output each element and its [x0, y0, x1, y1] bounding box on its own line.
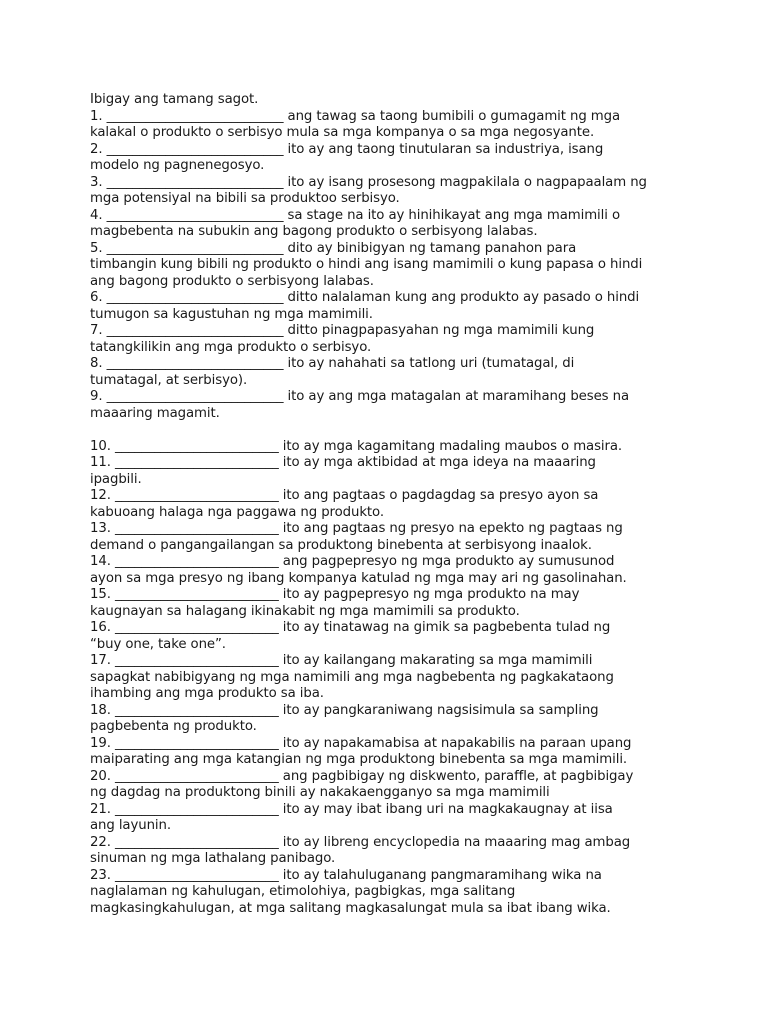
text-line: 18. _________________________ ito ay pangkaraniwang nagsisimula sa sampling [90, 702, 599, 718]
text-line: modelo ng pagnenegosyo. [90, 158, 265, 173]
text-line: ipagbili. [90, 471, 142, 487]
worksheet-text [90, 92, 690, 917]
text-line: 19. _________________________ ito ay napakamabisa at napakabilis na paraan upang [90, 735, 632, 751]
text-line: tumatagal, at serbisyo). [90, 372, 248, 388]
text-line: naglalaman ng kahulugan, etimolohiya, pagbigkas, mga salitang [90, 884, 516, 899]
text-line: demand o pangangailangan sa produktong binebenta at serbisyong inaalok. [90, 537, 592, 553]
text-line: 16. _________________________ ito ay tinatawag na gimik sa pagbebenta tulad ng [90, 620, 611, 635]
text-line: 2. ___________________________ ito ay ang taong tinutularan sa industriya, isang [90, 141, 604, 157]
text-line: 23. _________________________ ito ay talahuluganang pangmaramihang wika na [90, 867, 602, 883]
text-line: ang layunin. [90, 818, 171, 833]
text-line: 5. ___________________________ dito ay binibigyan ng tamang panahon para [90, 240, 577, 256]
text-line: 20. _________________________ ang pagbibigay ng diskwento, paraffle, at pagbibigay [90, 768, 634, 784]
text-line: mga potensiyal na bibili sa produktoo serbisyo. [90, 191, 400, 206]
text-line: magkasingkahulugan, at mga salitang magkasalungat mula sa ibat ibang wika. [90, 900, 611, 916]
text-line: 21. _________________________ ito ay may ibat ibang uri na magkakaugnay at iisa [90, 801, 613, 817]
text-line: kabuoang halaga nga paggawa ng produkto. [90, 504, 384, 520]
text-line: kalakal o produkto o serbisyo mula sa mga kompanya o sa mga negosyante. [90, 125, 595, 140]
text-line: 4. ___________________________ sa stage na ito ay hinihikayat ang mga mamimili o [90, 207, 620, 223]
text-line: “buy one, take one”. [90, 636, 226, 652]
blank-line [90, 422, 690, 439]
text-line: 13. _________________________ ito ang pagtaas ng presyo na epekto ng pagtaas ng [90, 521, 623, 536]
text-line: 11. _________________________ ito ay mga aktibidad at mga ideya na maaaring [90, 455, 596, 470]
text-line: 9. ___________________________ ito ay ang mga matagalan at maramihang beses na [90, 389, 630, 404]
text-line: ayon sa mga presyo ng ibang kompanya katulad ng mga may ari ng gasolinahan. [90, 570, 627, 586]
text-line: 10. _________________________ ito ay mga kagamitang madaling maubos o masira. [90, 438, 623, 454]
text-line: sapagkat nabibigyang ng mga namimili ang mga nagbebenta ng pagkakataong [90, 669, 614, 685]
text-line: tatangkilikin ang mga produkto o serbisyo. [90, 339, 372, 355]
text-line: 8. ___________________________ ito ay nahahati sa tatlong uri (tumatagal, di [90, 356, 575, 371]
text-line: 12. _________________________ ito ang pagtaas o pagdagdag sa presyo ayon sa [90, 488, 599, 503]
text-line: 15. _________________________ ito ay pagpepresyo ng mga produkto na may [90, 587, 580, 602]
text-line: pagbebenta ng produkto. [90, 719, 257, 734]
text-line: 17. _________________________ ito ay kailangang makarating sa mga mamimili [90, 653, 593, 668]
text-line: 1. ___________________________ ang tawag sa taong bumibili o gumagamit ng mga [90, 108, 621, 124]
text-line: timbangin kung bibili ng produkto o hindi ang isang mamimili o kung papasa o hindi [90, 257, 643, 272]
text-line: magbebenta na subukin ang bagong produkto o serbisyong lalabas. [90, 224, 538, 239]
text-line: tumugon sa kagustuhan ng mga mamimili. [90, 306, 373, 322]
text-line: kaugnayan sa halagang ikinakabit ng mga mamimili sa produkto. [90, 603, 520, 619]
text-line: 3. ___________________________ ito ay isang prosesong magpakilala o nagpapaalam ng [90, 174, 647, 190]
text-line: sinuman ng mga lathalang panibago. [90, 851, 336, 866]
text-line: maiparating ang mga katangian ng mga produktong binebenta sa mga mamimili. [90, 752, 628, 767]
text-line: ng dagdag na produktong binili ay nakakaengganyo sa mga mamimili [90, 785, 550, 800]
text-line: ang bagong produkto o serbisyong lalabas. [90, 273, 374, 289]
text-line: ihambing ang mga produkto sa iba. [90, 686, 324, 701]
text-line: 14. _________________________ ang pagpepresyo ng mga produkto ay sumusunod [90, 554, 615, 569]
text-line: maaaring magamit. [90, 405, 220, 421]
instructions-line: Ibigay ang tamang sagot. [90, 92, 259, 107]
text-line: 7. ___________________________ ditto pinagpapasyahan ng mga mamimili kung [90, 323, 595, 338]
text-line: 22. _________________________ ito ay libreng encyclopedia na maaaring mag ambag [90, 834, 631, 850]
text-line: 6. ___________________________ ditto nalalaman kung ang produkto ay pasado o hindi [90, 290, 640, 305]
